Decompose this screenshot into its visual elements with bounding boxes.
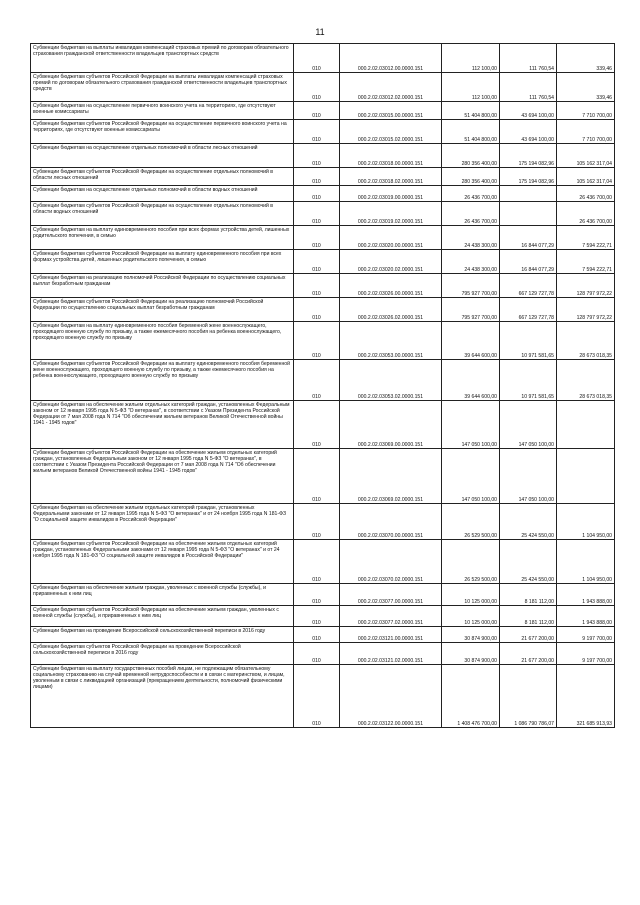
- table-row: [31, 504, 615, 540]
- row-name-cell: Субвенции бюджетам на выплату единовременного пособия при всех формах устройства детей, лишенных родительского попечения, в семью: [31, 226, 294, 250]
- row-rest-cell: 7 594 222,71: [557, 226, 615, 250]
- row-admin-code-cell: 010: [294, 144, 340, 168]
- row-admin-code-cell: 010: [294, 120, 340, 144]
- row-budget-code-cell: 000.2.02.03077.00.0000.151: [340, 584, 442, 606]
- row-actual-cell: 25 424 550,00: [500, 504, 557, 540]
- table-row: [31, 73, 615, 102]
- row-actual-cell: 21 677 200,00: [500, 627, 557, 643]
- row-rest-cell: 1 943 888,00: [557, 584, 615, 606]
- table-row: [31, 606, 615, 627]
- row-actual-cell: 43 694 100,00: [500, 120, 557, 144]
- row-budget-code-cell: 000.2.02.03122.00.0000.151: [340, 665, 442, 728]
- row-budget-code-cell: 000.2.02.03020.02.0000.151: [340, 250, 442, 274]
- row-rest-cell: 339,46: [557, 44, 615, 73]
- table-row: [31, 102, 615, 120]
- row-plan-cell: 10 125 000,00: [442, 584, 500, 606]
- row-admin-code-cell: 010: [294, 44, 340, 73]
- row-budget-code-cell: 000.2.02.03018.00.0000.151: [340, 144, 442, 168]
- row-admin-code-cell: 010: [294, 360, 340, 401]
- table-row: [31, 250, 615, 274]
- row-rest-cell: 26 436 700,00: [557, 202, 615, 226]
- table-row: [31, 627, 615, 643]
- table-row: [31, 298, 615, 322]
- row-rest-cell: 26 436 700,00: [557, 186, 615, 202]
- table-row: [31, 360, 615, 401]
- row-name-cell: Субвенции бюджетам на выплаты инвалидам компенсаций страховых премий по договорам обязательного страхования гражданской ответственности владельцев транспортных средств: [31, 44, 294, 73]
- row-admin-code-cell: 010: [294, 168, 340, 186]
- table-row: [31, 274, 615, 298]
- row-plan-cell: 39 644 600,00: [442, 322, 500, 360]
- row-admin-code-cell: 010: [294, 250, 340, 274]
- row-actual-cell: [500, 202, 557, 226]
- row-budget-code-cell: 000.2.02.03069.02.0000.151: [340, 449, 442, 504]
- row-actual-cell: [500, 186, 557, 202]
- row-plan-cell: 26 529 500,00: [442, 504, 500, 540]
- row-rest-cell: 1 104 950,00: [557, 540, 615, 584]
- row-budget-code-cell: 000.2.02.03026.00.0000.151: [340, 274, 442, 298]
- row-budget-code-cell: 000.2.02.03019.02.0000.151: [340, 202, 442, 226]
- row-plan-cell: 112 100,00: [442, 73, 500, 102]
- row-admin-code-cell: 010: [294, 226, 340, 250]
- row-admin-code-cell: 010: [294, 504, 340, 540]
- row-plan-cell: 795 927 700,00: [442, 274, 500, 298]
- row-budget-code-cell: 000.2.02.03018.02.0000.151: [340, 168, 442, 186]
- row-rest-cell: 1 943 888,00: [557, 606, 615, 627]
- row-admin-code-cell: 010: [294, 186, 340, 202]
- table-row: [31, 401, 615, 449]
- row-rest-cell: 28 673 018,35: [557, 360, 615, 401]
- row-actual-cell: 175 194 082,96: [500, 144, 557, 168]
- row-budget-code-cell: 000.2.02.03070.00.0000.151: [340, 504, 442, 540]
- row-rest-cell: 7 710 700,00: [557, 102, 615, 120]
- row-admin-code-cell: 010: [294, 102, 340, 120]
- row-name-cell: Субвенции бюджетам субъектов Российской Федерации на выплату единовременного пособия беременной жене военнослужащего, проходящего военную службу по призыву, а также ежемесячного пособия на ребенка военнослужащего, проходящего военную службу по призыву: [31, 360, 294, 401]
- row-actual-cell: 111 760,54: [500, 73, 557, 102]
- row-actual-cell: 16 844 077,29: [500, 226, 557, 250]
- row-plan-cell: 10 125 000,00: [442, 606, 500, 627]
- row-actual-cell: 111 760,54: [500, 44, 557, 73]
- row-actual-cell: 8 181 112,00: [500, 584, 557, 606]
- row-actual-cell: 16 844 077,29: [500, 250, 557, 274]
- table-row: [31, 540, 615, 584]
- row-rest-cell: [557, 449, 615, 504]
- row-budget-code-cell: 000.2.02.03077.02.0000.151: [340, 606, 442, 627]
- row-admin-code-cell: 010: [294, 274, 340, 298]
- row-rest-cell: 9 197 700,00: [557, 627, 615, 643]
- table-row: [31, 202, 615, 226]
- row-admin-code-cell: 010: [294, 73, 340, 102]
- row-admin-code-cell: 010: [294, 540, 340, 584]
- row-actual-cell: 8 181 112,00: [500, 606, 557, 627]
- row-rest-cell: [557, 401, 615, 449]
- table-row: [31, 584, 615, 606]
- table-row: [31, 665, 615, 728]
- row-name-cell: Субвенции бюджетам субъектов Российской Федерации на обеспечение жильем отдельных категорий граждан, установленных Федеральными законами от 12 января 1995 года N 5-ФЗ "О ветеранах" и от 24 ноября 1995 года N 181-ФЗ "О социальной защите инвалидов в Российской Федерации": [31, 540, 294, 584]
- row-plan-cell: 112 100,00: [442, 44, 500, 73]
- row-budget-code-cell: 000.2.02.03012.00.0000.151: [340, 44, 442, 73]
- row-actual-cell: 667 129 727,78: [500, 274, 557, 298]
- row-budget-code-cell: 000.2.02.03015.00.0000.151: [340, 102, 442, 120]
- row-admin-code-cell: 010: [294, 606, 340, 627]
- row-rest-cell: 7 594 222,71: [557, 250, 615, 274]
- row-budget-code-cell: 000.2.02.03012.02.0000.151: [340, 73, 442, 102]
- row-rest-cell: 105 162 317,04: [557, 144, 615, 168]
- row-name-cell: Субвенции бюджетам субъектов Российской Федерации на осуществление отдельных полномочий в области водных отношений: [31, 202, 294, 226]
- row-rest-cell: 1 104 950,00: [557, 504, 615, 540]
- row-rest-cell: 321 685 913,93: [557, 665, 615, 728]
- row-name-cell: Субвенции бюджетам на реализацию полномочий Российской Федерации по осуществлению социальных выплат безработным гражданам: [31, 274, 294, 298]
- row-budget-code-cell: 000.2.02.03015.02.0000.151: [340, 120, 442, 144]
- row-admin-code-cell: 010: [294, 584, 340, 606]
- row-rest-cell: 339,46: [557, 73, 615, 102]
- row-name-cell: Субвенции бюджетам субъектов Российской Федерации на реализацию полномочий Российской Федерации по осуществлению социальных выплат безработным гражданам: [31, 298, 294, 322]
- row-budget-code-cell: 000.2.02.03070.02.0000.151: [340, 540, 442, 584]
- row-actual-cell: 10 971 581,65: [500, 360, 557, 401]
- budget-table: [30, 43, 615, 728]
- row-budget-code-cell: 000.2.02.03026.02.0000.151: [340, 298, 442, 322]
- row-actual-cell: 10 971 581,65: [500, 322, 557, 360]
- row-name-cell: Субвенции бюджетам на проведение Всероссийской сельскохозяйственной переписи в 2016 году: [31, 627, 294, 643]
- table-row: [31, 186, 615, 202]
- row-name-cell: Субвенции бюджетам на выплату государственных пособий лицам, не подлежащим обязательному социальному страхованию на случай временной нетрудоспособности и в связи с материнством, и лицам, уволенным в связи с ликвидацией организаций (прекращением деятельности, полномочий физическими лицами): [31, 665, 294, 728]
- row-plan-cell: 51 404 800,00: [442, 120, 500, 144]
- row-plan-cell: 795 927 700,00: [442, 298, 500, 322]
- row-name-cell: Субвенции бюджетам на обеспечение жильем граждан, уволенных с военной службы (службы), и приравненных к ним лиц: [31, 584, 294, 606]
- table-row: [31, 44, 615, 73]
- row-admin-code-cell: 010: [294, 401, 340, 449]
- row-plan-cell: 26 529 500,00: [442, 540, 500, 584]
- row-actual-cell: 147 050 100,00: [500, 401, 557, 449]
- row-budget-code-cell: 000.2.02.03019.00.0000.151: [340, 186, 442, 202]
- row-name-cell: Субвенции бюджетам на обеспечение жильем отдельных категорий граждан, установленных Федеральным законом от 12 января 1995 года N 5-ФЗ "О ветеранах", в соответствии с Указом Президента Российской Федерации от 7 мая 2008 года N 714 "Об обеспечении жильем ветеранов Великой Отечественной войны 1941 - 1945 годов": [31, 401, 294, 449]
- row-actual-cell: 43 694 100,00: [500, 102, 557, 120]
- row-plan-cell: 30 874 900,00: [442, 627, 500, 643]
- row-actual-cell: 21 677 200,00: [500, 643, 557, 665]
- table-row: [31, 449, 615, 504]
- row-actual-cell: 147 050 100,00: [500, 449, 557, 504]
- row-name-cell: Субвенции бюджетам на осуществление первичного воинского учета на территориях, где отсутствуют военные комиссариаты: [31, 102, 294, 120]
- row-plan-cell: 39 644 600,00: [442, 360, 500, 401]
- row-plan-cell: 280 356 400,00: [442, 144, 500, 168]
- row-budget-code-cell: 000.2.02.03020.00.0000.151: [340, 226, 442, 250]
- page-number: 11: [315, 27, 325, 37]
- row-admin-code-cell: 010: [294, 202, 340, 226]
- row-actual-cell: 25 424 550,00: [500, 540, 557, 584]
- row-name-cell: Субвенции бюджетам субъектов Российской Федерации на обеспечение жильем отдельных категорий граждан, установленных Федеральным законом от 12 января 1995 года N 5-ФЗ "О ветеранах", в соответствии с Указом Президента Российской Федерации от 7 мая 2008 года N 714 "Об обеспечении жильем ветеранов Великой Отечественной войны 1941 - 1945 годов": [31, 449, 294, 504]
- row-name-cell: Субвенции бюджетам субъектов Российской Федерации на осуществление первичного воинского учета на территориях, где отсутствуют военные комиссариаты: [31, 120, 294, 144]
- row-rest-cell: 128 797 972,22: [557, 274, 615, 298]
- row-name-cell: Субвенции бюджетам субъектов Российской Федерации на осуществление отдельных полномочий в области лесных отношений: [31, 168, 294, 186]
- row-actual-cell: 175 194 082,96: [500, 168, 557, 186]
- table-row: [31, 643, 615, 665]
- row-plan-cell: 30 874 900,00: [442, 643, 500, 665]
- row-actual-cell: 1 086 790 786,07: [500, 665, 557, 728]
- row-plan-cell: 51 404 800,00: [442, 102, 500, 120]
- row-plan-cell: 147 050 100,00: [442, 449, 500, 504]
- row-budget-code-cell: 000.2.02.03069.00.0000.151: [340, 401, 442, 449]
- row-admin-code-cell: 010: [294, 665, 340, 728]
- row-admin-code-cell: 010: [294, 322, 340, 360]
- row-admin-code-cell: 010: [294, 449, 340, 504]
- row-budget-code-cell: 000.2.02.03121.02.0000.151: [340, 643, 442, 665]
- table-row: [31, 322, 615, 360]
- row-rest-cell: 128 797 972,22: [557, 298, 615, 322]
- row-admin-code-cell: 010: [294, 298, 340, 322]
- row-actual-cell: 667 129 727,78: [500, 298, 557, 322]
- row-rest-cell: 9 197 700,00: [557, 643, 615, 665]
- row-admin-code-cell: 010: [294, 627, 340, 643]
- row-plan-cell: 26 436 700,00: [442, 202, 500, 226]
- row-budget-code-cell: 000.2.02.03053.02.0000.151: [340, 360, 442, 401]
- row-rest-cell: 28 673 018,35: [557, 322, 615, 360]
- row-plan-cell: 24 438 300,00: [442, 250, 500, 274]
- row-budget-code-cell: 000.2.02.03053.00.0000.151: [340, 322, 442, 360]
- row-name-cell: Субвенции бюджетам субъектов Российской Федерации на выплату единовременного пособия при всех формах устройства детей, лишенных родительского попечения, в семью: [31, 250, 294, 274]
- row-rest-cell: 105 162 317,04: [557, 168, 615, 186]
- row-name-cell: Субвенции бюджетам на обеспечение жильем отдельных категорий граждан, установленных Федеральными законами от 12 января 1995 года N 5-ФЗ "О ветеранах" и от 24 ноября 1995 года N 181-ФЗ "О социальной защите инвалидов в Российской Федерации": [31, 504, 294, 540]
- row-plan-cell: 24 438 300,00: [442, 226, 500, 250]
- row-rest-cell: 7 710 700,00: [557, 120, 615, 144]
- table-row: [31, 144, 615, 168]
- row-name-cell: Субвенции бюджетам на осуществление отдельных полномочий в области лесных отношений: [31, 144, 294, 168]
- row-plan-cell: 1 408 476 700,00: [442, 665, 500, 728]
- row-name-cell: Субвенции бюджетам субъектов Российской Федерации на обеспечение жильем граждан, уволенных с военной службы (службы), и приравненных к ним лиц: [31, 606, 294, 627]
- row-plan-cell: 280 356 400,00: [442, 168, 500, 186]
- row-name-cell: Субвенции бюджетам субъектов Российской Федерации на выплаты инвалидам компенсаций страховых премий по договорам обязательного страхования гражданской ответственности владельцев транспортных средств: [31, 73, 294, 102]
- row-budget-code-cell: 000.2.02.03121.00.0000.151: [340, 627, 442, 643]
- row-plan-cell: 147 050 100,00: [442, 401, 500, 449]
- table-row: [31, 168, 615, 186]
- row-admin-code-cell: 010: [294, 643, 340, 665]
- table-row: [31, 120, 615, 144]
- row-name-cell: Субвенции бюджетам субъектов Российской Федерации на проведение Всероссийской сельскохозяйственной переписи в 2016 году: [31, 643, 294, 665]
- table-row: [31, 226, 615, 250]
- row-plan-cell: 26 436 700,00: [442, 186, 500, 202]
- row-name-cell: Субвенции бюджетам на осуществление отдельных полномочий в области водных отношений: [31, 186, 294, 202]
- row-name-cell: Субвенции бюджетам на выплату единовременного пособия беременной жене военнослужащего, проходящего военную службу по призыву, а также ежемесячного пособия на ребенка военнослужащего, проходящего военную службу по призыву: [31, 322, 294, 360]
